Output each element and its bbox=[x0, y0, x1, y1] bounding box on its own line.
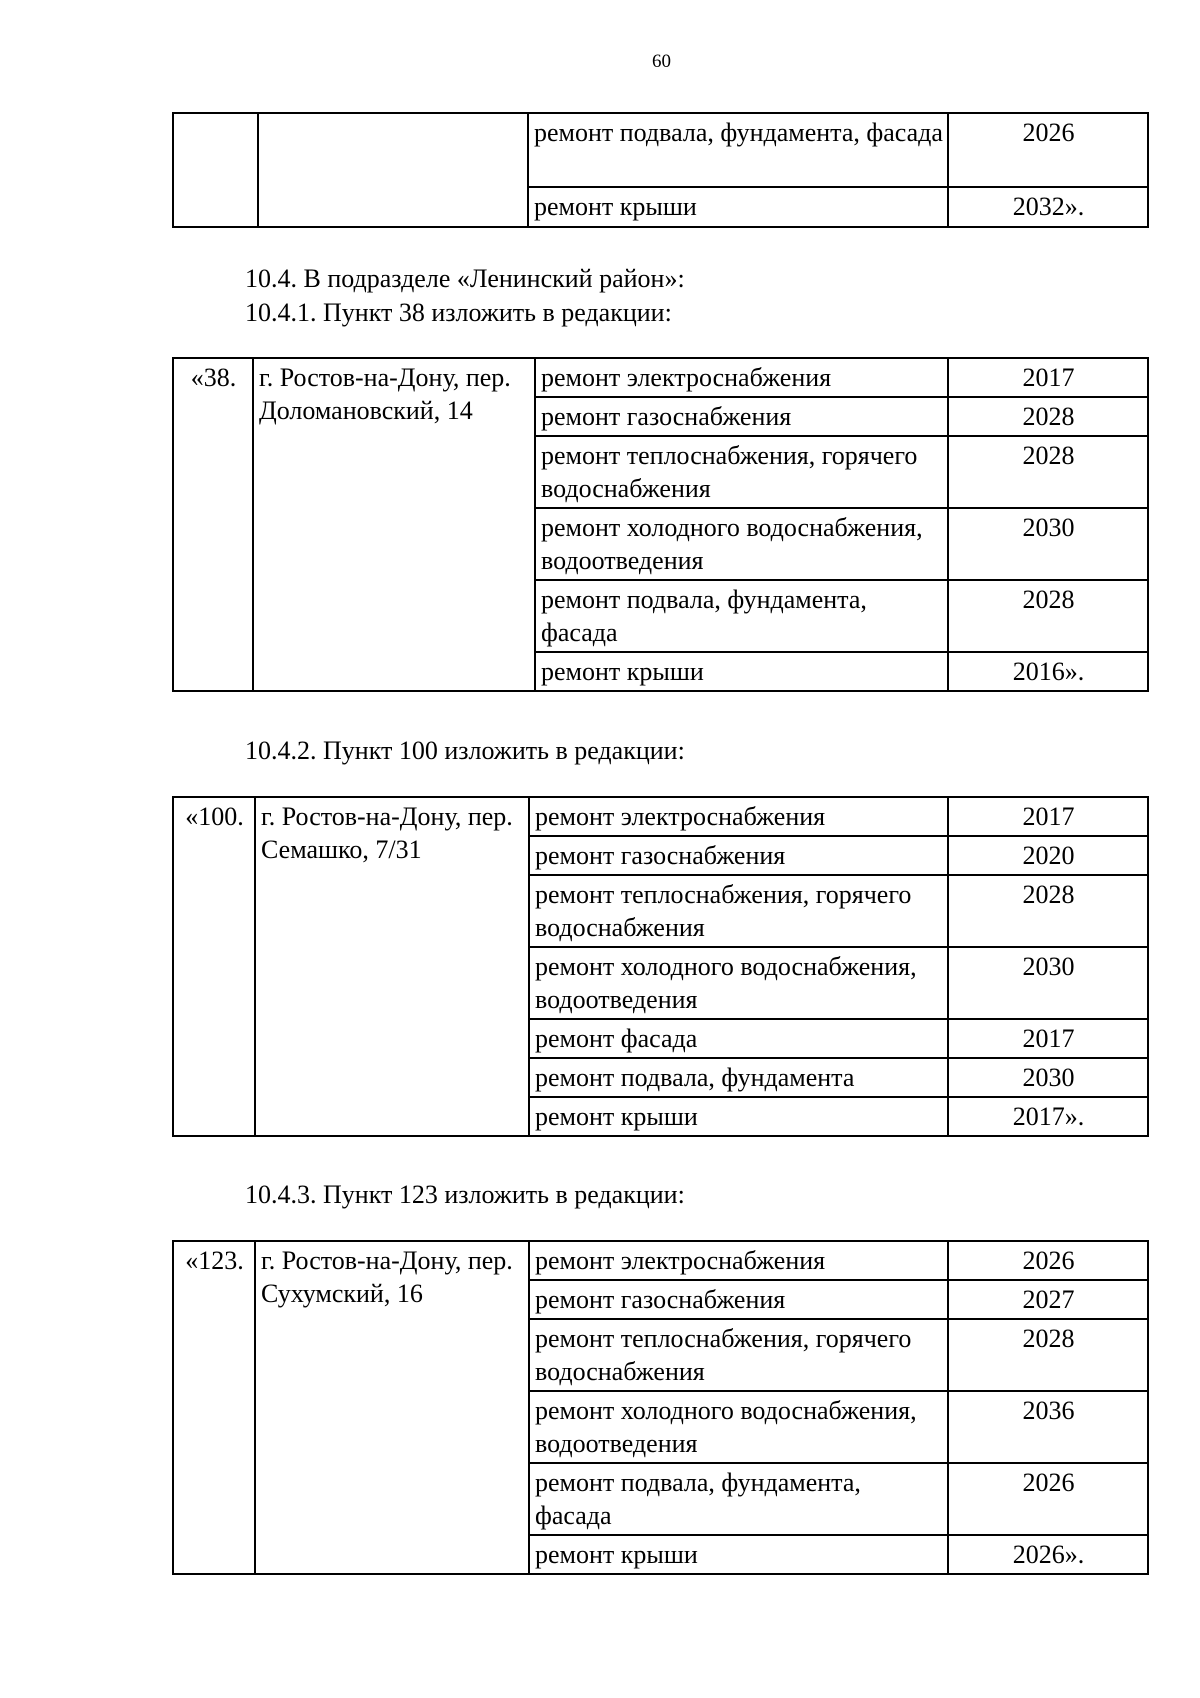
year-cell: 2028 bbox=[948, 397, 1148, 436]
item-number: «100. bbox=[173, 797, 255, 1136]
year-cell: 2036 bbox=[948, 1391, 1148, 1463]
year-cell: 2016». bbox=[948, 652, 1148, 691]
work-cell: ремонт холодного водоснабжения, водоотведения bbox=[529, 1391, 948, 1463]
work-cell: ремонт газоснабжения bbox=[529, 1280, 948, 1319]
work-cell: ремонт подвала, фундамента, фасада bbox=[528, 113, 948, 187]
year-cell: 2028 bbox=[948, 436, 1148, 508]
table-continued bbox=[172, 112, 1149, 228]
year-cell: 2017 bbox=[948, 1019, 1148, 1058]
work-cell: ремонт электроснабжения bbox=[529, 797, 948, 836]
work-cell: ремонт теплоснабжения, горячего водоснабжения bbox=[529, 875, 948, 947]
year-cell: 2017 bbox=[948, 797, 1148, 836]
work-cell: ремонт подвала, фундамента bbox=[529, 1058, 948, 1097]
work-cell: ремонт газоснабжения bbox=[535, 397, 948, 436]
work-cell: ремонт электроснабжения bbox=[535, 358, 948, 397]
page-number-text: 60 bbox=[652, 51, 671, 72]
item-number: «123. bbox=[173, 1241, 255, 1574]
year-cell: 2030 bbox=[948, 508, 1148, 580]
work-cell: ремонт теплоснабжения, горячего водоснабжения bbox=[529, 1319, 948, 1391]
work-cell: ремонт крыши bbox=[535, 652, 948, 691]
table-row bbox=[173, 358, 1148, 397]
paragraph-10-4: 10.4. В подразделе «Ленинский район»: bbox=[245, 264, 685, 293]
table-item-100 bbox=[172, 796, 1149, 1137]
paragraph-10-4-2: 10.4.2. Пункт 100 изложить в редакции: bbox=[245, 736, 685, 765]
address-cell: г. Ростов-на-Дону, пер. Доломановский, 14 bbox=[253, 358, 535, 691]
table-row bbox=[173, 1241, 1148, 1280]
address-cell bbox=[258, 113, 528, 227]
table-row bbox=[173, 797, 1148, 836]
table-item-38 bbox=[172, 357, 1149, 692]
year-cell: 2028 bbox=[948, 875, 1148, 947]
work-cell: ремонт электроснабжения bbox=[529, 1241, 948, 1280]
work-cell: ремонт холодного водоснабжения, водоотведения bbox=[535, 508, 948, 580]
work-cell: ремонт теплоснабжения, горячего водоснабжения bbox=[535, 436, 948, 508]
work-cell: ремонт крыши bbox=[528, 187, 948, 227]
work-cell: ремонт подвала, фундамента, фасада bbox=[529, 1463, 948, 1535]
work-cell: ремонт подвала, фундамента, фасада bbox=[535, 580, 948, 652]
num-cell bbox=[173, 113, 258, 227]
table-row bbox=[173, 113, 1148, 187]
work-cell: ремонт газоснабжения bbox=[529, 836, 948, 875]
year-cell: 2026». bbox=[948, 1535, 1148, 1574]
year-cell: 2020 bbox=[948, 836, 1148, 875]
year-cell: 2027 bbox=[948, 1280, 1148, 1319]
year-cell: 2017 bbox=[948, 358, 1148, 397]
work-cell: ремонт крыши bbox=[529, 1097, 948, 1136]
paragraph-10-4-1: 10.4.1. Пункт 38 изложить в редакции: bbox=[245, 298, 672, 327]
year-cell: 2026 bbox=[948, 1463, 1148, 1535]
year-cell: 2026 bbox=[948, 113, 1148, 187]
work-cell: ремонт холодного водоснабжения, водоотведения bbox=[529, 947, 948, 1019]
year-cell: 2032». bbox=[948, 187, 1148, 227]
item-number: «38. bbox=[173, 358, 253, 691]
paragraph-10-4-3: 10.4.3. Пункт 123 изложить в редакции: bbox=[245, 1180, 685, 1209]
table-item-123 bbox=[172, 1240, 1149, 1575]
year-cell: 2017». bbox=[948, 1097, 1148, 1136]
year-cell: 2030 bbox=[948, 1058, 1148, 1097]
work-cell: ремонт фасада bbox=[529, 1019, 948, 1058]
year-cell: 2028 bbox=[948, 580, 1148, 652]
work-cell: ремонт крыши bbox=[529, 1535, 948, 1574]
year-cell: 2028 bbox=[948, 1319, 1148, 1391]
address-cell: г. Ростов-на-Дону, пер. Семашко, 7/31 bbox=[255, 797, 529, 1136]
year-cell: 2026 bbox=[948, 1241, 1148, 1280]
year-cell: 2030 bbox=[948, 947, 1148, 1019]
address-cell: г. Ростов-на-Дону, пер. Сухумский, 16 bbox=[255, 1241, 529, 1574]
